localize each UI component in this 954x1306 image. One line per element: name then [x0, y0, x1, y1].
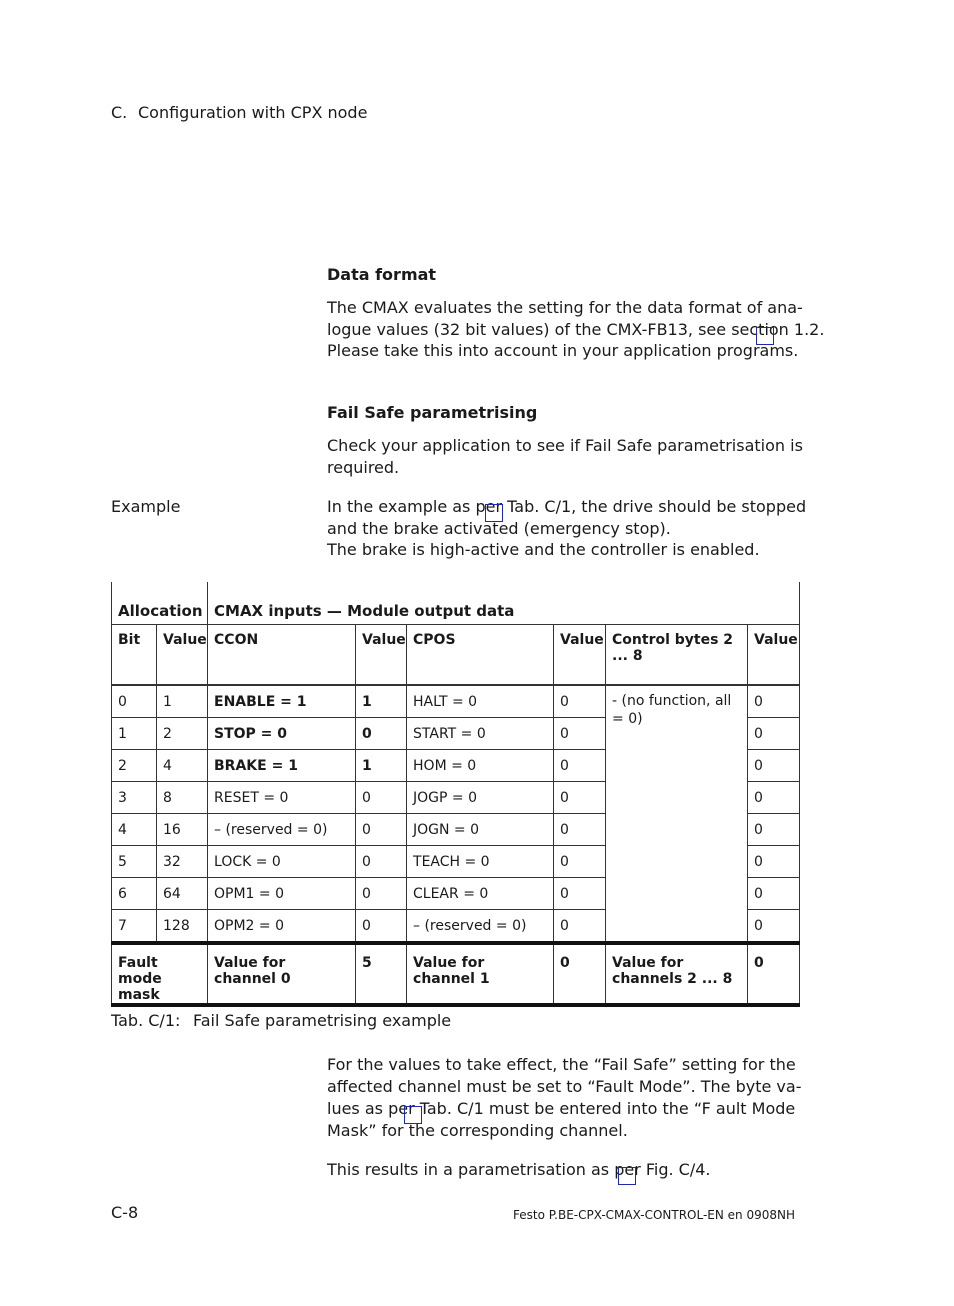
col-header-cb-value: Value: [748, 625, 800, 686]
effect-line: Mask” for the corresponding channel.: [327, 1121, 628, 1140]
page-number: C-8: [111, 1203, 139, 1222]
cell-value: 8: [157, 782, 208, 814]
cell-cpos: JOGN = 0: [407, 814, 554, 846]
cell-value: 1: [157, 685, 208, 718]
cell-ccon: ENABLE = 1: [208, 685, 356, 718]
cell-value: 16: [157, 814, 208, 846]
document-id: Festo P.BE-CPX-CMAX-CONTROL-EN en 0908NH: [513, 1208, 795, 1222]
channel-1-value: 0: [554, 943, 606, 1005]
fail-safe-paragraph: [327, 435, 807, 478]
table-caption: [111, 1011, 451, 1030]
cell-ccon-value: 0: [356, 846, 407, 878]
cell-cb-value: 0: [748, 718, 800, 750]
section-title-header: CMAX inputs — Module output data: [208, 582, 800, 625]
cell-cpos-value: 0: [554, 718, 606, 750]
cell-cpos-value: 0: [554, 846, 606, 878]
cell-bit: 7: [112, 910, 157, 944]
data-format-line: The CMAX evaluates the setting for the data format of ana-: [327, 298, 803, 317]
data-format-line: logue values (32 bit values) of the CMX-FB13, see section 1.2.: [327, 319, 825, 339]
fault-mode-row: [112, 943, 800, 1005]
col-header-ccon: CCON: [208, 625, 356, 686]
cell-ccon-value: 0: [356, 782, 407, 814]
channel-1-label: Value for channel 1: [407, 943, 554, 1005]
cell-cpos: JOGP = 0: [407, 782, 554, 814]
cell-cpos: TEACH = 0: [407, 846, 554, 878]
table-link-box[interactable]: [404, 1106, 422, 1124]
effect-paragraph: [327, 1054, 807, 1142]
fail-safe-line: Check your application to see if Fail Safe parametrisation is: [327, 436, 803, 455]
example-line: The brake is high-active and the controller is enabled.: [327, 540, 760, 559]
cell-cb-value: 0: [748, 685, 800, 718]
cell-ccon-value: 0: [356, 718, 407, 750]
cell-cb-value: 0: [748, 846, 800, 878]
data-format-heading: Data format: [327, 265, 437, 284]
example-line: and the brake activated (emergency stop).: [327, 518, 671, 538]
channel-0-label: Value for channel 0: [208, 943, 356, 1005]
example-label: Example: [111, 497, 181, 516]
cell-ccon-value: 0: [356, 910, 407, 944]
channels-2-8-value: 0: [748, 943, 800, 1005]
col-header-control-bytes: Control bytes 2 ... 8: [606, 625, 748, 686]
cell-bit: 4: [112, 814, 157, 846]
cell-cb-value: 0: [748, 750, 800, 782]
result-paragraph: This results in a parametrisation as per Fig. C/4.: [327, 1160, 711, 1179]
col-header-cpos-value: Value: [554, 625, 606, 686]
cell-value: 4: [157, 750, 208, 782]
allocation-header: Allocation: [112, 582, 208, 625]
fail-safe-heading: Fail Safe parametrising: [327, 403, 538, 422]
cell-ccon-value: 1: [356, 750, 407, 782]
cell-bit: 6: [112, 878, 157, 910]
cell-cpos-value: 0: [554, 814, 606, 846]
fail-safe-table: [111, 582, 800, 1007]
cell-ccon: BRAKE = 1: [208, 750, 356, 782]
cell-bit: 5: [112, 846, 157, 878]
effect-line: For the values to take effect, the “Fail Safe” setting for the: [327, 1055, 796, 1074]
cell-value: 64: [157, 878, 208, 910]
cell-cpos: HALT = 0: [407, 685, 554, 718]
data-format-paragraph: [327, 297, 825, 362]
table-link-box[interactable]: [485, 504, 503, 522]
cell-ccon: LOCK = 0: [208, 846, 356, 878]
cell-ccon: RESET = 0: [208, 782, 356, 814]
control-bytes-note: - (no function, all = 0): [606, 685, 748, 943]
fault-mode-label: Fault mode mask: [112, 943, 208, 1005]
channel-0-value: 5: [356, 943, 407, 1005]
cell-bit: 2: [112, 750, 157, 782]
cell-cb-value: 0: [748, 814, 800, 846]
cell-ccon: STOP = 0: [208, 718, 356, 750]
fail-safe-line: required.: [327, 457, 400, 477]
example-paragraph: [327, 496, 807, 561]
cell-cpos-value: 0: [554, 782, 606, 814]
caption-text: Fail Safe parametrising example: [193, 1011, 452, 1030]
example-line: In the example as per Tab. C/1, the drive should be stopped: [327, 497, 807, 516]
cell-cpos-value: 0: [554, 750, 606, 782]
cell-cb-value: 0: [748, 782, 800, 814]
cell-ccon: OPM1 = 0: [208, 878, 356, 910]
col-header-cpos: CPOS: [407, 625, 554, 686]
cell-value: 2: [157, 718, 208, 750]
cell-ccon-value: 1: [356, 685, 407, 718]
effect-line: lues as per Tab. C/1 must be entered into the “F ault Mode: [327, 1099, 796, 1118]
section-link-box[interactable]: [756, 327, 774, 345]
cell-cpos-value: 0: [554, 685, 606, 718]
col-header-ccon-value: Value: [356, 625, 407, 686]
caption-label: Tab. C/1:: [111, 1011, 181, 1030]
cell-ccon-value: 0: [356, 814, 407, 846]
figure-link-box[interactable]: [618, 1167, 636, 1185]
channels-2-8-label: Value for channels 2 ... 8: [606, 943, 748, 1005]
cell-bit: 1: [112, 718, 157, 750]
cell-cpos: – (reserved = 0): [407, 910, 554, 944]
cell-ccon: – (reserved = 0): [208, 814, 356, 846]
cell-ccon-value: 0: [356, 878, 407, 910]
cell-cb-value: 0: [748, 878, 800, 910]
cell-bit: 3: [112, 782, 157, 814]
cell-bit: 0: [112, 685, 157, 718]
col-header-value: Value: [157, 625, 208, 686]
cell-value: 128: [157, 910, 208, 944]
cell-cpos: HOM = 0: [407, 750, 554, 782]
table-row: [112, 685, 800, 718]
cell-cpos-value: 0: [554, 910, 606, 944]
chapter-number: C.: [111, 103, 128, 122]
running-header: [111, 103, 367, 122]
cell-value: 32: [157, 846, 208, 878]
cell-ccon: OPM2 = 0: [208, 910, 356, 944]
cell-cb-value: 0: [748, 910, 800, 944]
col-header-bit: Bit: [112, 625, 157, 686]
chapter-title: Configuration with CPX node: [138, 103, 368, 122]
cell-cpos-value: 0: [554, 878, 606, 910]
effect-line: affected channel must be set to “Fault Mode”. The byte va-: [327, 1077, 802, 1096]
cell-cpos: START = 0: [407, 718, 554, 750]
data-format-line: Please take this into account in your application programs.: [327, 341, 799, 360]
cell-cpos: CLEAR = 0: [407, 878, 554, 910]
